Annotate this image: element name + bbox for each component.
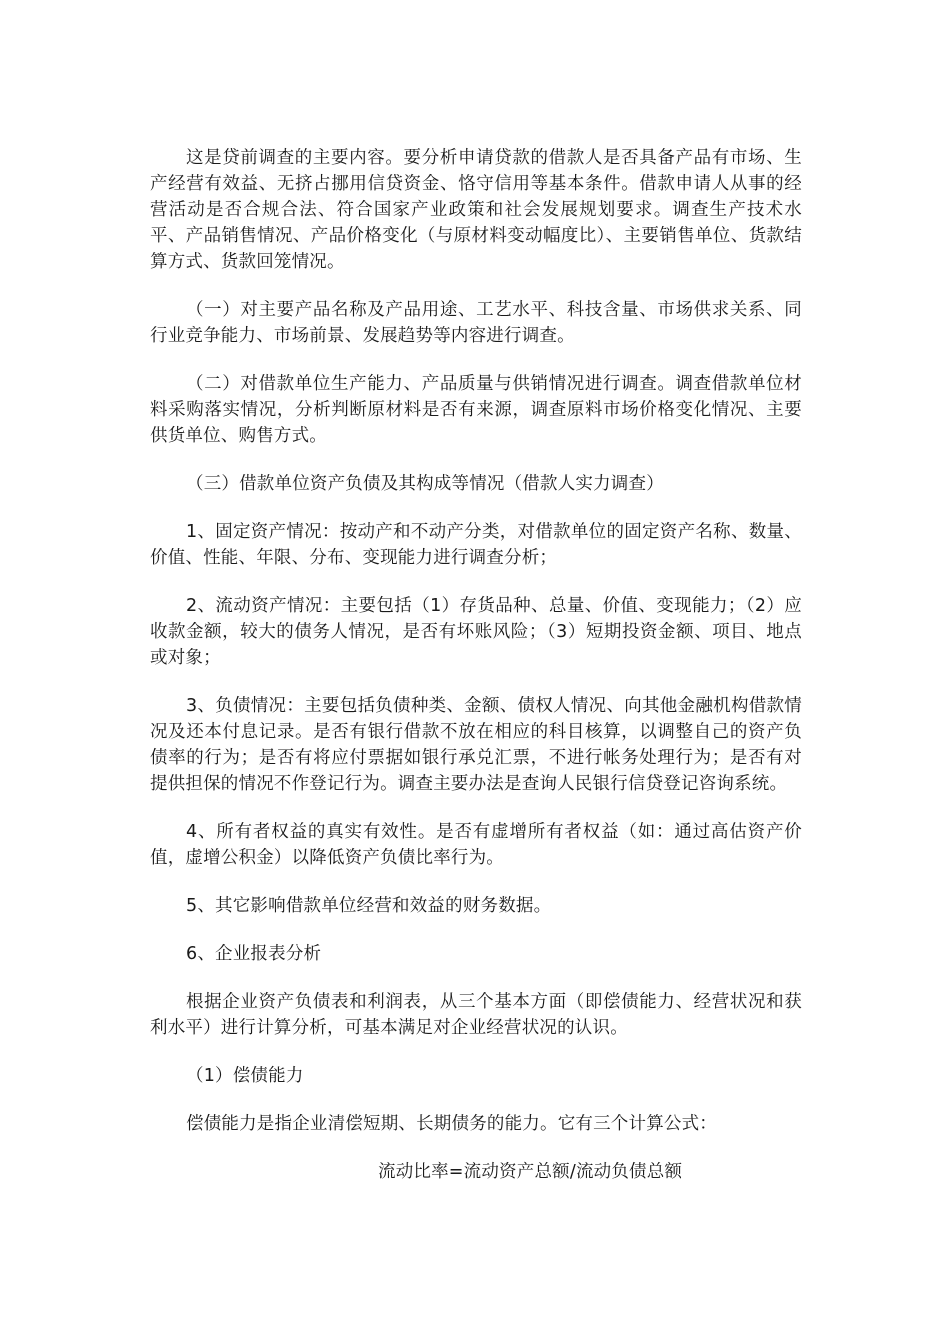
paragraph-owners-equity: 4、所有者权益的真实有效性。是否有虚增所有者权益（如：通过高估资产价值，虚增公积金）以降低资产负债比率行为。 [150, 822, 802, 868]
paragraph-solvency-heading: （1）偿债能力 [186, 1066, 304, 1086]
paragraph-report-analysis: 根据企业资产负债表和利润表，从三个基本方面（即偿债能力、经营状况和获利水平）进行计算分析，可基本满足对企业经营状况的认识。 [150, 992, 802, 1038]
formula-current-ratio: 流动比率=流动资产总额/流动负债总额 [378, 1162, 683, 1182]
document-body [150, 145, 802, 1185]
paragraph-current-assets: 2、流动资产情况：主要包括（1）存货品种、总量、价值、变现能力；（2）应收款金额，较大的债务人情况，是否有坏账风险；（3）短期投资金额、项目、地点或对象； [150, 596, 802, 668]
paragraph-section-3: （三）借款单位资产负债及其构成等情况（借款人实力调查） [186, 474, 664, 494]
paragraph-section-1: （一）对主要产品名称及产品用途、工艺水平、科技含量、市场供求关系、同行业竞争能力、市场前景、发展趋势等内容进行调查。 [150, 300, 802, 346]
paragraph-solvency-definition: 偿债能力是指企业清偿短期、长期债务的能力。它有三个计算公式： [186, 1114, 717, 1134]
paragraph-section-2: （二）对借款单位生产能力、产品质量与供销情况进行调查。调查借款单位材料采购落实情况，分析判断原材料是否有来源，调查原料市场价格变化情况、主要供货单位、购售方式。 [150, 374, 802, 446]
paragraph-intro: 这是贷前调查的主要内容。要分析申请贷款的借款人是否具备产品有市场、生产经营有效益、无挤占挪用信贷资金、恪守信用等基本条件。借款申请人从事的经营活动是否合规合法、符合国家产业政策和社会发展规划要求。调查生产技术水平、产品销售情况、产品价格变化（与原材料变动幅度比）、主要销售单位、货款结算方式、货款回笼情况。 [150, 148, 802, 272]
paragraph-other-financial-data: 5、其它影响借款单位经营和效益的财务数据。 [186, 896, 552, 916]
paragraph-liabilities: 3、负债情况：主要包括负债种类、金额、债权人情况、向其他金融机构借款情况及还本付息记录。是否有银行借款不放在相应的科目核算，以调整自己的资产负债率的行为；是否有将应付票据如银行承兑汇票，不进行帐务处理行为；是否有对提供担保的情况不作登记行为。调查主要办法是查询人民银行信贷登记咨询系统。 [150, 696, 802, 794]
paragraph-fixed-assets: 1、固定资产情况：按动产和不动产分类，对借款单位的固定资产名称、数量、价值、性能、年限、分布、变现能力进行调查分析； [150, 522, 802, 568]
paragraph-report-analysis-heading: 6、企业报表分析 [186, 944, 322, 964]
